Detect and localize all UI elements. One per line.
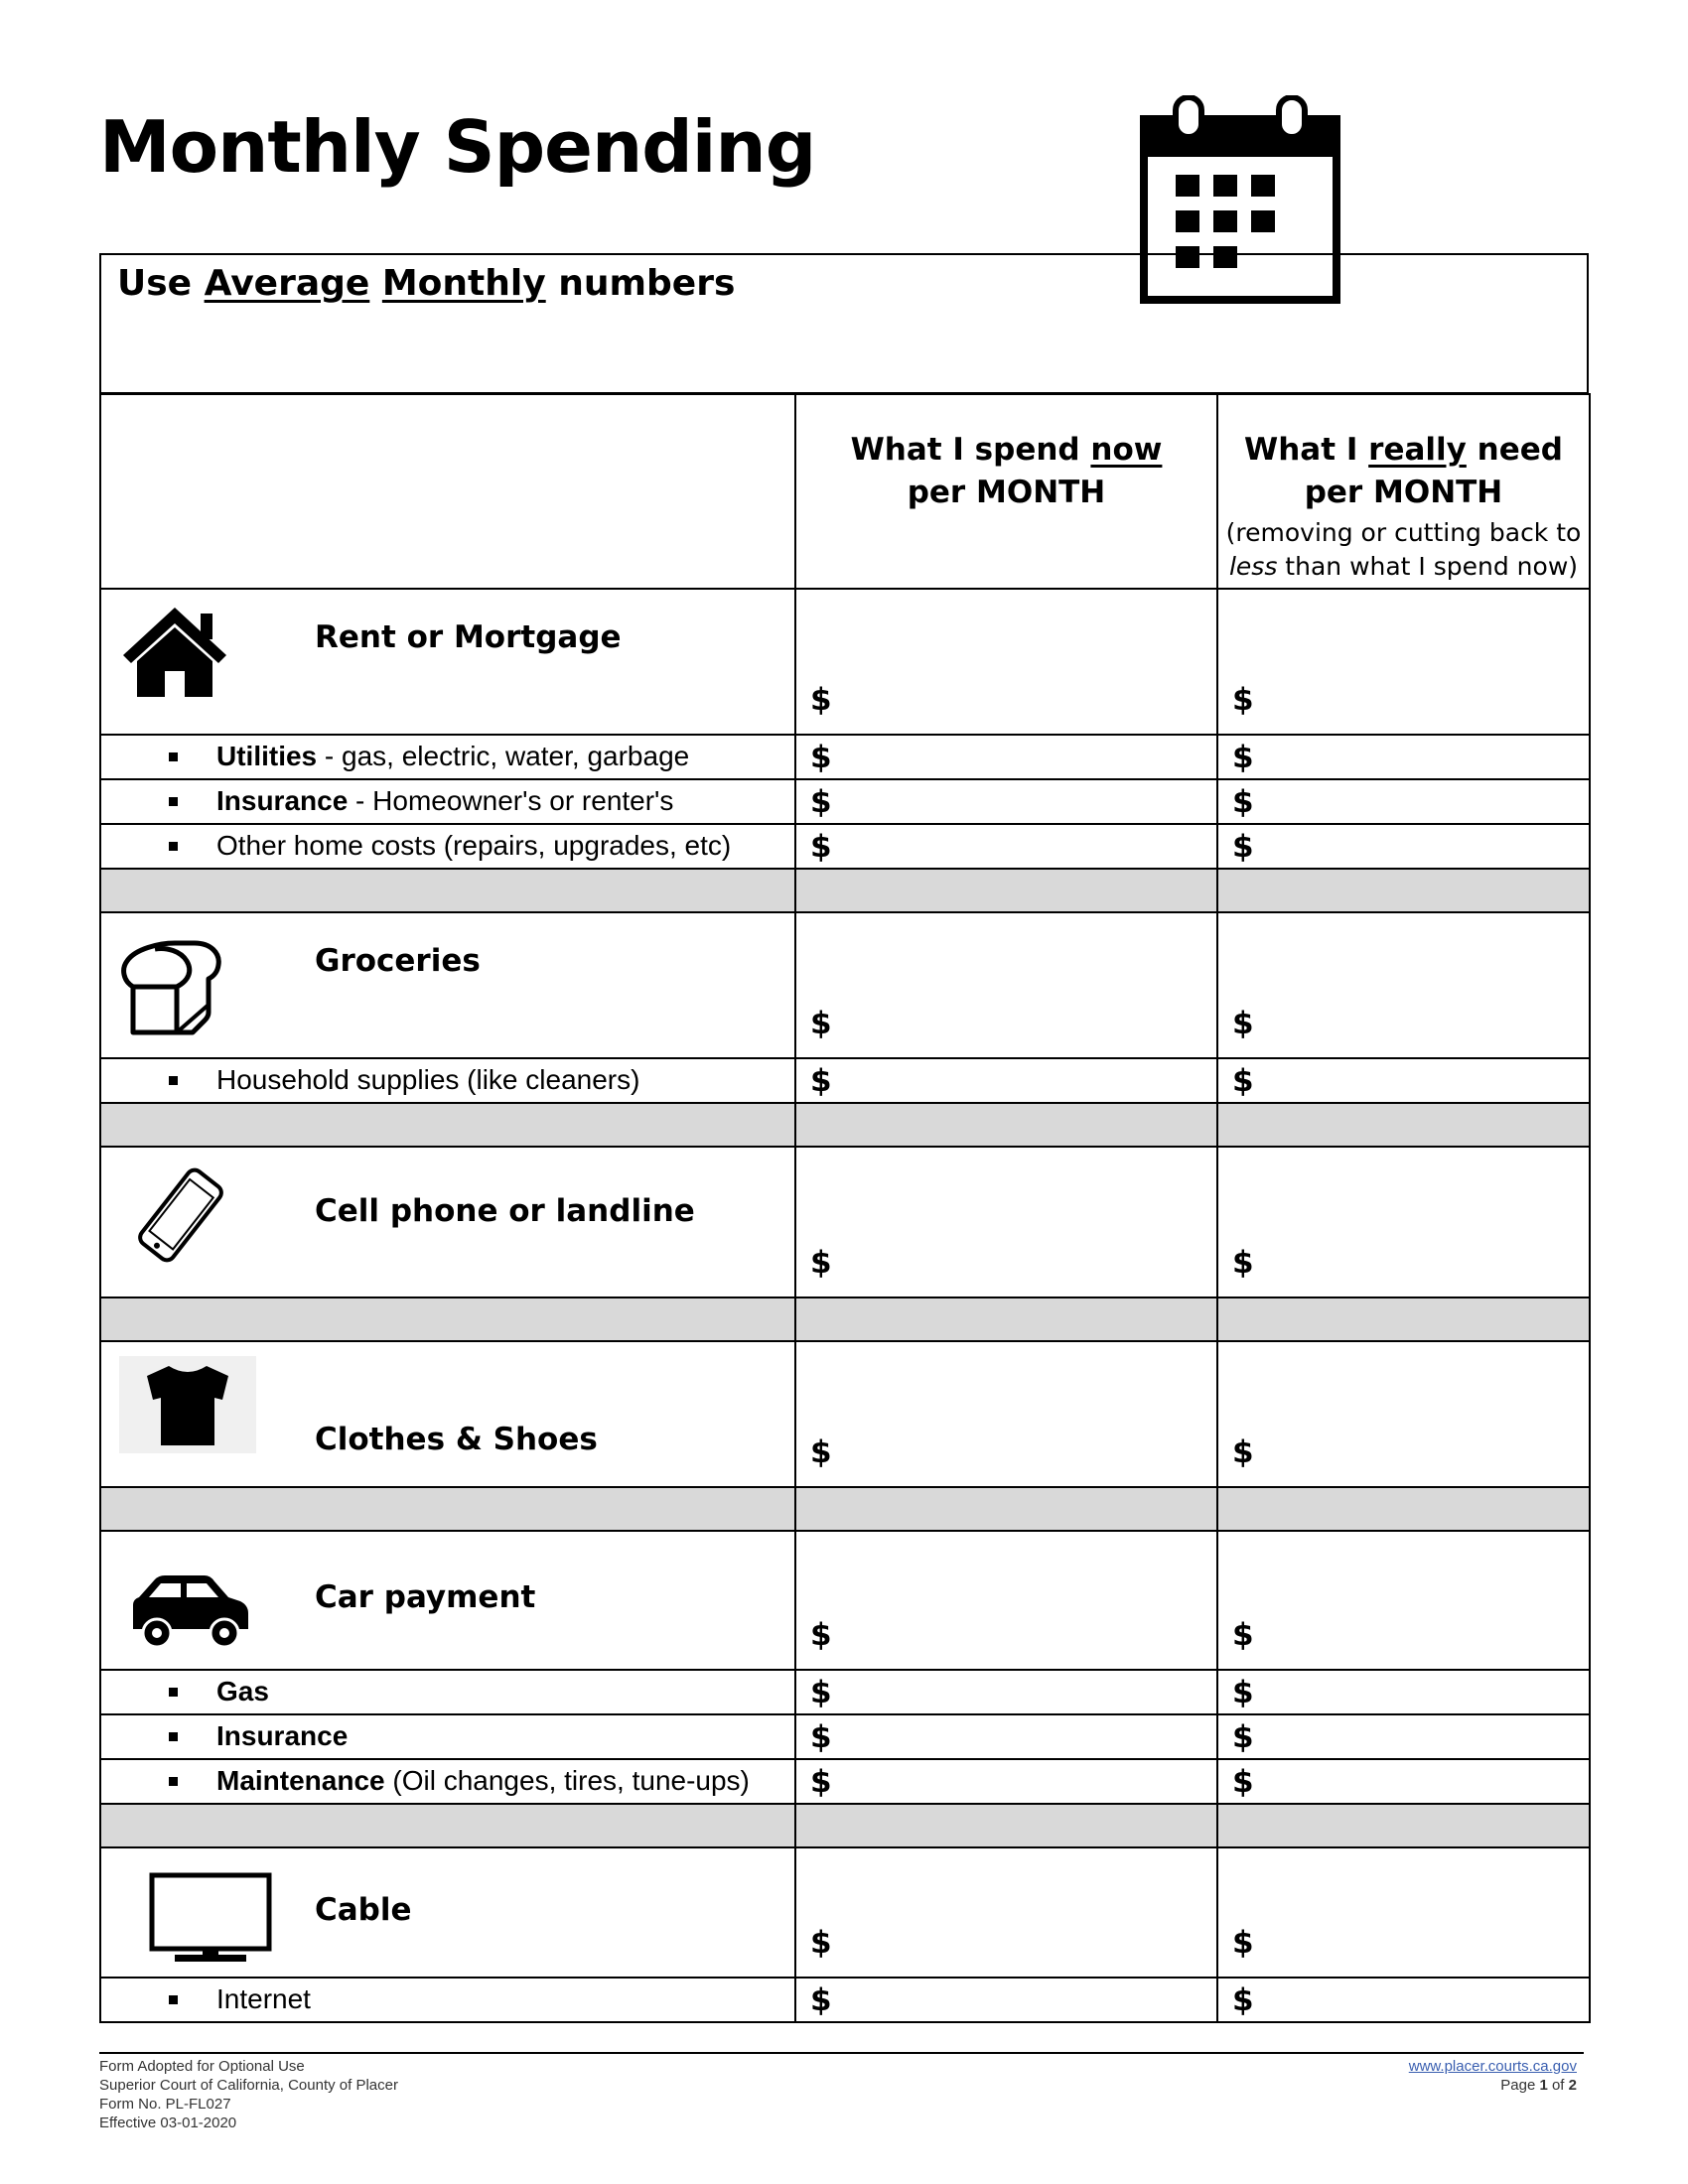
subitem-row-maintenance (100, 1759, 1590, 1804)
amount-need-cell[interactable] (1217, 912, 1590, 1058)
dollar-sign: $ (810, 740, 832, 775)
category-row-phone (100, 1147, 1590, 1297)
amount-now-cell[interactable] (795, 589, 1217, 735)
category-cell (100, 1847, 795, 1978)
category-cell (100, 1341, 795, 1487)
dollar-sign: $ (810, 682, 832, 718)
amount-need-cell[interactable] (1217, 735, 1590, 779)
amount-need-cell[interactable] (1217, 1714, 1590, 1759)
amount-now-cell[interactable] (795, 735, 1217, 779)
subitem-row-gas (100, 1670, 1590, 1714)
bullet (169, 1995, 178, 2004)
dollar-sign: $ (1232, 1719, 1254, 1755)
subitem-cell: Insurance - Homeowner's or renter's (100, 779, 795, 824)
category-label: Cell phone or landline (315, 1193, 695, 1229)
subitem-row-other-home (100, 824, 1590, 869)
dollar-sign: $ (1232, 784, 1254, 820)
bullet (169, 1076, 178, 1085)
amount-need-cell[interactable] (1217, 779, 1590, 824)
page-number: Page 1 of 2 (1500, 2077, 1577, 2094)
dollar-sign: $ (1232, 682, 1254, 718)
footer-line: Superior Court of California, County of Placer (99, 2077, 398, 2094)
cellphone-icon (135, 1167, 226, 1263)
dollar-sign: $ (810, 1764, 832, 1800)
amount-now-cell[interactable] (795, 1147, 1217, 1297)
amount-need-cell[interactable] (1217, 1759, 1590, 1804)
dollar-sign: $ (1232, 829, 1254, 865)
dollar-sign: $ (1232, 1617, 1254, 1653)
bullet (169, 797, 178, 806)
amount-need-cell[interactable] (1217, 1147, 1590, 1297)
dollar-sign: $ (1232, 1434, 1254, 1470)
amount-now-cell[interactable] (795, 1714, 1217, 1759)
bullet (169, 1777, 178, 1786)
category-label: Groceries (315, 943, 481, 979)
tv-icon (149, 1872, 272, 1964)
amount-now-cell[interactable] (795, 824, 1217, 869)
category-label: Rent or Mortgage (315, 619, 622, 655)
subitem-cell: Utilities - gas, electric, water, garbage (100, 735, 795, 779)
amount-now-cell[interactable] (795, 1058, 1217, 1103)
subitem-row-car-insurance (100, 1714, 1590, 1759)
page-title: Monthly Spending (99, 105, 816, 189)
dollar-sign: $ (810, 1982, 832, 2018)
dollar-sign: $ (1232, 740, 1254, 775)
bullet (169, 842, 178, 851)
amount-now-cell[interactable] (795, 779, 1217, 824)
spacer-row (100, 1804, 1590, 1847)
category-label: Clothes & Shoes (315, 1422, 598, 1457)
spending-table (99, 393, 1591, 2023)
category-row-groceries (100, 912, 1590, 1058)
dollar-sign: $ (1232, 1063, 1254, 1099)
header-row (100, 394, 1590, 589)
footer-line: Form Adopted for Optional Use (99, 2058, 305, 2075)
footer-line: Effective 03-01-2020 (99, 2115, 237, 2131)
amount-now-cell[interactable] (795, 1978, 1217, 2022)
spacer-row (100, 1487, 1590, 1531)
subitem-row-internet (100, 1978, 1590, 2022)
category-row-car (100, 1531, 1590, 1670)
category-label: Cable (315, 1892, 412, 1928)
subitem-cell: Other home costs (repairs, upgrades, etc) (100, 824, 795, 869)
amount-need-cell[interactable] (1217, 589, 1590, 735)
subitem-row-home-insurance (100, 779, 1590, 824)
dollar-sign: $ (810, 1925, 832, 1961)
amount-now-cell[interactable] (795, 1670, 1217, 1714)
amount-need-cell[interactable] (1217, 1058, 1590, 1103)
subitem-row-household (100, 1058, 1590, 1103)
dollar-sign: $ (1232, 1982, 1254, 2018)
amount-now-cell[interactable] (795, 1531, 1217, 1670)
amount-now-cell[interactable] (795, 912, 1217, 1058)
dollar-sign: $ (810, 784, 832, 820)
court-website-link[interactable]: www.placer.courts.ca.gov (1408, 2058, 1577, 2075)
instruction-text: Use Average Monthly numbers (117, 263, 736, 304)
amount-need-cell[interactable] (1217, 1847, 1590, 1978)
amount-need-cell[interactable] (1217, 824, 1590, 869)
bullet (169, 1688, 178, 1697)
column-header-now: What I spend now per MONTH (795, 394, 1217, 589)
category-cell (100, 1531, 795, 1670)
category-cell (100, 589, 795, 735)
subitem-cell: Household supplies (like cleaners) (100, 1058, 795, 1103)
amount-now-cell[interactable] (795, 1341, 1217, 1487)
dollar-sign: $ (810, 1434, 832, 1470)
dollar-sign: $ (810, 1675, 832, 1710)
footer-page-info (1409, 2057, 1577, 2095)
subitem-cell: Maintenance (Oil changes, tires, tune-ups) (100, 1759, 795, 1804)
dollar-sign: $ (1232, 1006, 1254, 1041)
amount-now-cell[interactable] (795, 1759, 1217, 1804)
amount-now-cell[interactable] (795, 1847, 1217, 1978)
amount-need-cell[interactable] (1217, 1341, 1590, 1487)
amount-need-cell[interactable] (1217, 1978, 1590, 2022)
instruction-box (99, 253, 1589, 394)
category-cell (100, 1147, 795, 1297)
category-label: Car payment (315, 1579, 536, 1615)
bullet (169, 1732, 178, 1741)
subitem-row-utilities (100, 735, 1590, 779)
header-blank-cell (100, 394, 795, 589)
tshirt-icon (119, 1356, 256, 1453)
footer-form-info (99, 2057, 398, 2132)
column-header-need: What I really need per MONTH (removing or cutting back to less than what I spend now) (1217, 394, 1590, 589)
dollar-sign: $ (810, 1719, 832, 1755)
dollar-sign: $ (810, 829, 832, 865)
dollar-sign: $ (1232, 1245, 1254, 1281)
amount-need-cell[interactable] (1217, 1531, 1590, 1670)
dollar-sign: $ (1232, 1675, 1254, 1710)
dollar-sign: $ (810, 1006, 832, 1041)
subitem-cell: Internet (100, 1978, 795, 2022)
dollar-sign: $ (810, 1617, 832, 1653)
dollar-sign: $ (1232, 1764, 1254, 1800)
category-cell (100, 912, 795, 1058)
bullet (169, 752, 178, 761)
category-row-clothes (100, 1341, 1590, 1487)
footer-line: Form No. PL-FL027 (99, 2096, 231, 2113)
dollar-sign: $ (810, 1063, 832, 1099)
bread-icon (119, 935, 222, 1038)
subitem-cell: Gas (100, 1670, 795, 1714)
spacer-row (100, 869, 1590, 912)
spacer-row (100, 1103, 1590, 1147)
spacer-row (100, 1297, 1590, 1341)
dollar-sign: $ (810, 1245, 832, 1281)
category-row-cable (100, 1847, 1590, 1978)
footer-divider (99, 2052, 1584, 2054)
car-icon (129, 1573, 250, 1651)
dollar-sign: $ (1232, 1925, 1254, 1961)
subitem-cell: Insurance (100, 1714, 795, 1759)
house-icon (119, 604, 230, 699)
category-row-rent (100, 589, 1590, 735)
amount-need-cell[interactable] (1217, 1670, 1590, 1714)
